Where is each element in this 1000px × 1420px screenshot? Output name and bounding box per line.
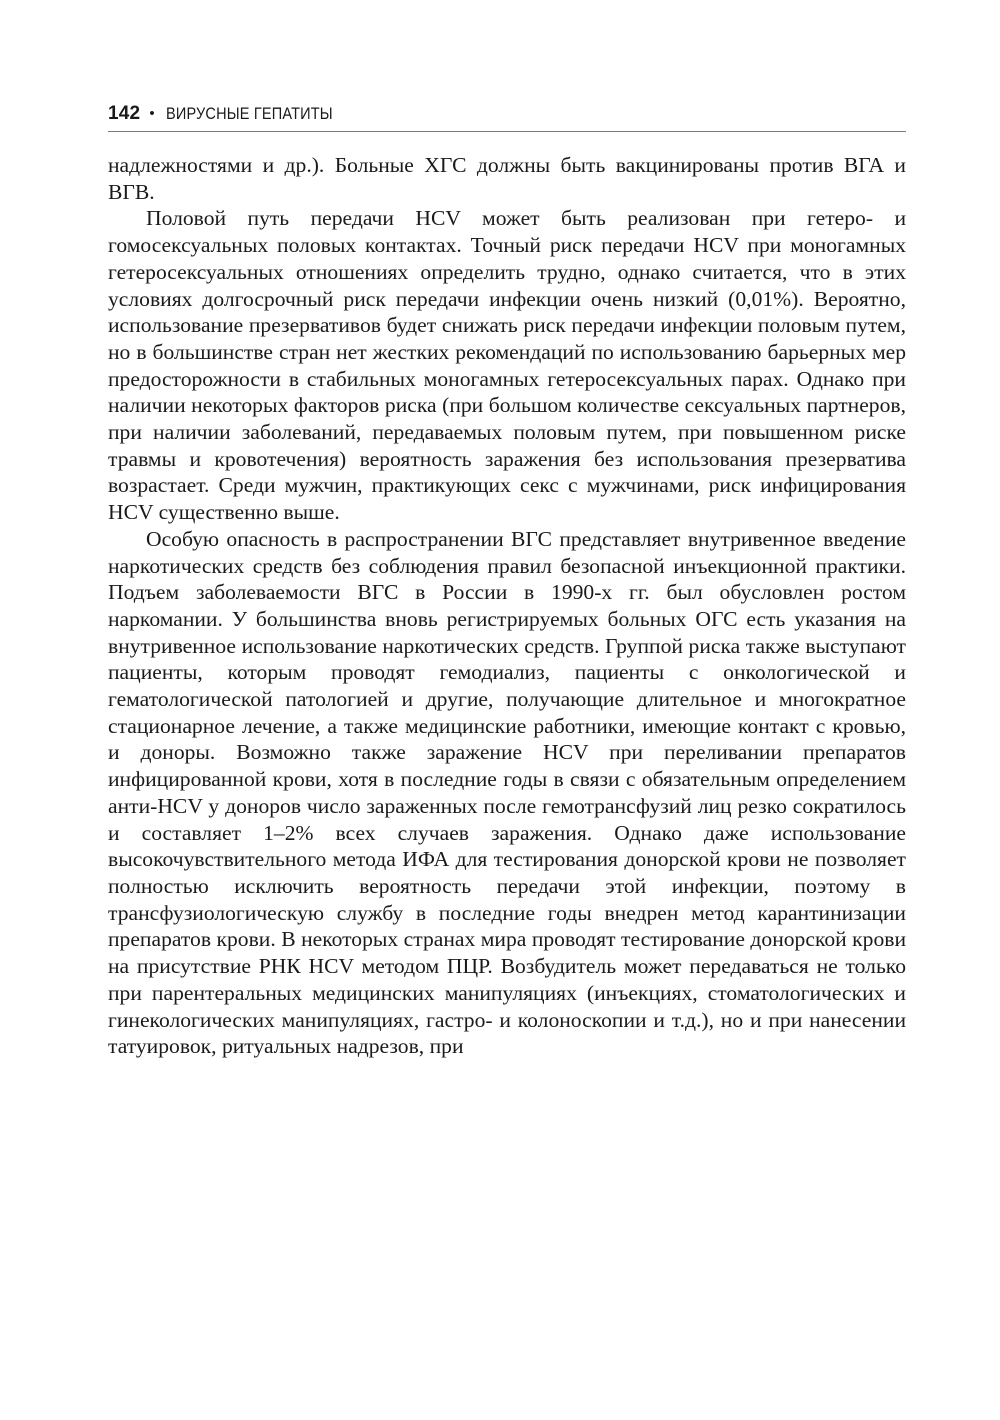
paragraph-continuation: надлежностями и др.). Больные ХГС должны быть вакцинированы против ВГА и ВГВ. [108,153,906,204]
page-number: 142 [108,103,141,124]
running-head [108,103,906,129]
paragraph-sexual-transmission: Половой путь передачи HCV может быть реализован при гетеро- и гомосексуальных половых контактах. Точный риск передачи HCV при моногамных гетеросексуальных отношениях определить трудно, однако считается, что в этих условиях долгосрочный риск передачи инфекции очень низкий (0,01%). Вероятно, использование презервативов будет снижать риск передачи инфекции половым путем, но в большинстве стран нет жестких рекомендаций по использованию барьерных мер предосторожности в стабильных моногамных гетеросексуальных парах. Однако при наличии некоторых факторов риска (при большом количестве сексуальных партнеров, при наличии заболеваний, передаваемых половым путем, при повышенном риске травмы и кровотечения) вероятность заражения без использования презерватива возрастает. Среди мужчин, практикующих секс с мужчинами, риск инфицирования HCV существенно выше. [108,206,906,525]
section-title: ВИРУСНЫЕ ГЕПАТИТЫ [165,105,333,123]
body-text [108,152,906,1060]
header-divider [108,131,906,132]
paragraph-parenteral-transmission: Особую опасность в распространении ВГС представляет внутривенное введение наркотических средств без соблюдения правил безопасной инъекционной практики. Подъем заболеваемости ВГС в России в 1990-х гг. был обусловлен ростом наркомании. У большинства вновь регистрируемых больных ОГС есть указания на внутривенное использование наркотических средств. Группой риска также выступают пациенты, которым проводят гемодиализ, пациенты с онкологической и гематологической патологией и другие, получающие длительное и многократное стационарное лечение, а также медицинские работники, имеющие контакт с кровью, и доноры. Возможно также заражение HCV при переливании препаратов инфицированной крови, хотя в последние годы в связи с обязательным определением анти-HCV у доноров число зараженных после гемотрансфузий лиц резко сократилось и составляет 1–2% всех случаев заражения. Однако даже использование высокочувствительного метода ИФА для тестирования донорской крови не позволяет полностью исключить вероятность передачи этой инфекции, поэтому в трансфузиологическую службу в последние годы внедрен метод карантинизации препаратов крови. В некоторых странах мира проводят тестирование донорской крови на присутствие РНК HCV методом ПЦР. Возбудитель может передаваться не только при парентеральных медицинских манипуляциях (инъекциях, стоматологических и гинекологических манипуляциях, гастро- и колоноскопии и т.д.), но и при нанесении татуировок, ритуальных надрезов, при [108,526,906,1059]
header-bullet: • [149,105,155,122]
